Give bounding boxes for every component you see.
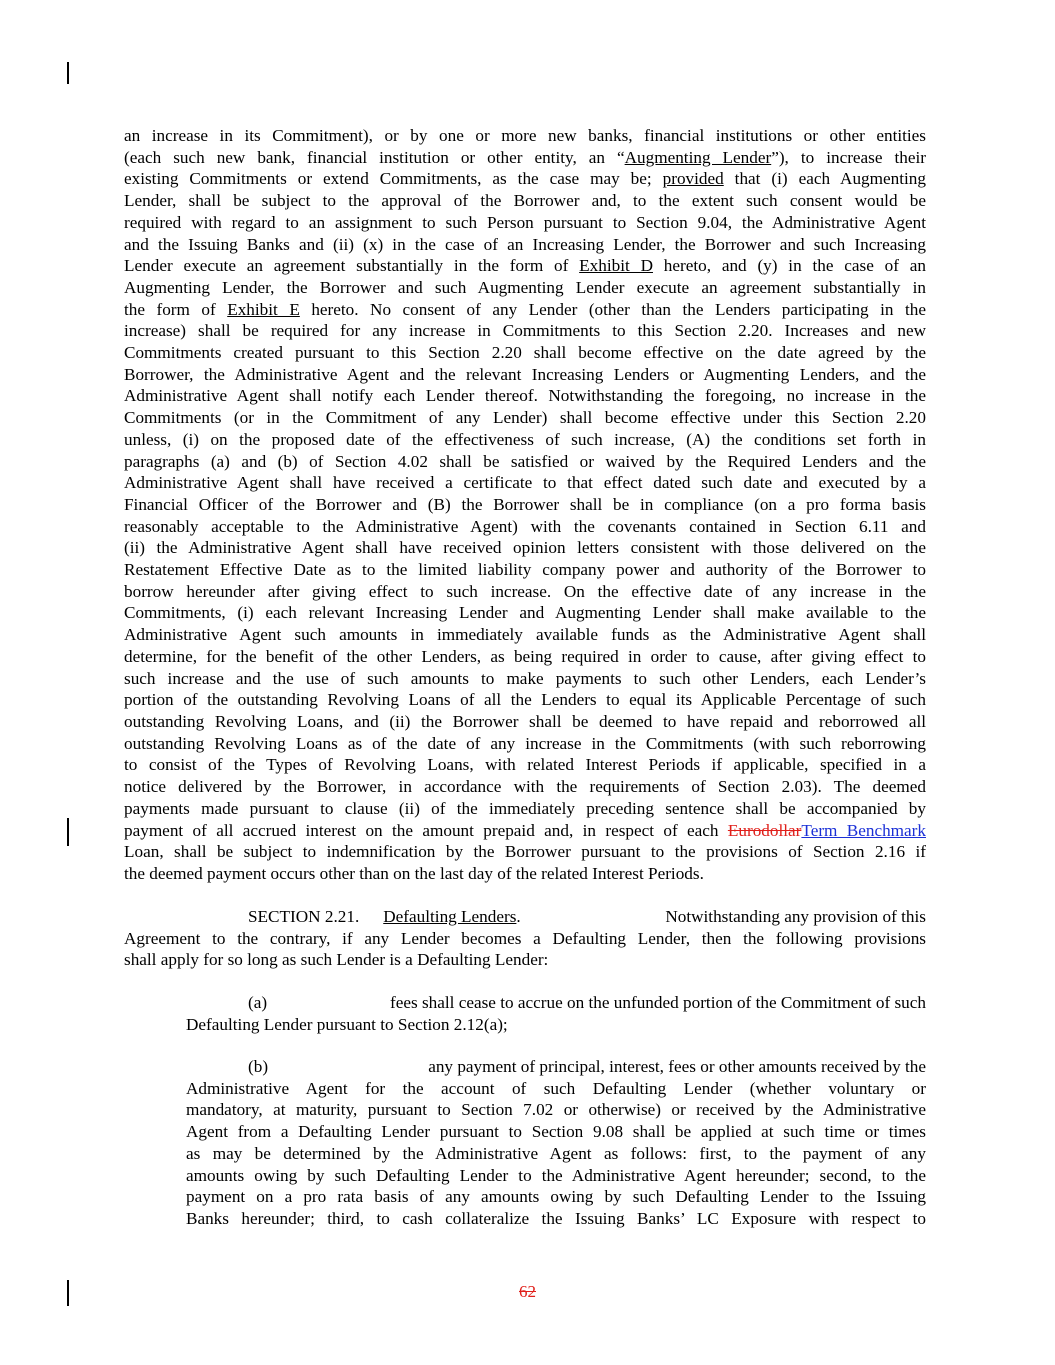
text-line: Lender execute an agreement substantially in the form of Exhibit D hereto, and (y) in the case of an — [124, 256, 926, 276]
text-line: Commitments (or in the Commitment of any Lender) shall become effective under this Section 2.20 — [124, 408, 926, 428]
text-line: increase) shall be required for any increase in Commitments to this Section 2.20. Increases and new — [124, 321, 926, 341]
text-line: Augmenting Lender, the Borrower and such Augmenting Lender execute an agreement substantially in — [124, 277, 926, 297]
inserted-text-term-benchmark: Term Benchmark — [801, 820, 926, 840]
text-line: payments made pursuant to clause (ii) of the immediately preceding sentence shall be accompanied by — [124, 798, 926, 818]
text-line: Financial Officer of the Borrower and (B) the Borrower shall be in compliance (on a pro forma basis — [124, 494, 926, 514]
page-number: 62 — [519, 1282, 536, 1301]
text-line: unless, (i) on the proposed date of the effectiveness of such increase, (A) the conditions set forth in — [124, 429, 926, 449]
change-bar-middle — [67, 818, 69, 846]
text-line: shall apply for so long as such Lender is a Defaulting Lender: — [124, 950, 549, 970]
text-line: Agent from a Defaulting Lender pursuant to Section 9.08 shall be applied at such time or times — [186, 1122, 926, 1142]
text-line: Administrative Agent shall have received a certificate to that effect dated such date and executed by a — [124, 473, 926, 493]
text-line: determine, for the benefit of the other Lenders, as being required in order to cause, after giving effect to — [124, 646, 926, 666]
text-line: an increase in its Commitment), or by one or more new banks, financial institutions or other entities — [124, 126, 926, 145]
text-line: the deemed payment occurs other than on the last day of the related Interest Periods. — [124, 863, 704, 883]
text-line: Administrative Agent shall notify each Lender thereof. Notwithstanding the foregoing, no increase in the — [124, 386, 926, 406]
exhibit-d-reference: Exhibit D — [579, 256, 653, 276]
text-line: outstanding Revolving Loans as of the date of any increase in the Commitments (with such reborrowing — [124, 733, 926, 753]
text-line: outstanding Revolving Loans, and (ii) the Borrower shall be deemed to have repaid and reborrowed all — [124, 711, 926, 731]
text-line: payment on a pro rata basis of any amounts owing by such Defaulting Lender to the Issuing — [186, 1187, 926, 1207]
text-line: (a) fees shall cease to accrue on the unfunded portion of the Commitment of such — [248, 993, 926, 1012]
text-line: to consist of the Types of Revolving Loans, with related Interest Periods if applicable, specified in a — [124, 755, 926, 775]
text-line: borrow hereunder after giving effect to such increase. On the effective date of any increase in the — [124, 581, 926, 601]
text-line: (b) any payment of principal, interest, fees or other amounts received by the — [248, 1057, 926, 1076]
clause-label-b: (b) — [248, 1057, 269, 1076]
text-line: Restatement Effective Date as to the limited liability company power and authority of the Borrower to — [124, 560, 926, 580]
clause-a — [186, 992, 926, 1035]
change-bar-top — [67, 62, 69, 84]
text-line: Administrative Agent for the account of such Defaulting Lender (whether voluntary or — [186, 1078, 926, 1098]
section-number: SECTION 2.21. — [248, 907, 360, 926]
text-line: and the Issuing Banks and (ii) (x) in the case of an Increasing Lender, the Borrower and such Increasing — [124, 234, 926, 254]
text-line: required with regard to an assignment to such Person pursuant to Section 9.04, the Administrative Agent — [124, 212, 926, 232]
text-line: mandatory, at maturity, pursuant to Section 7.02 or otherwise) or received by the Administrative — [186, 1100, 926, 1120]
text-line: notice delivered by the Borrower, in accordance with the requirements of Section 2.03). The deemed — [124, 777, 926, 797]
defined-term-augmenting-lender: Augmenting Lender — [624, 147, 772, 167]
text-line: the form of Exhibit E hereto. No consent of any Lender (other than the Lenders participating in the — [124, 299, 927, 319]
text-line: paragraphs (a) and (b) of Section 4.02 shall be satisfied or waived by the Required Lenders and the — [124, 451, 926, 471]
paragraph-commitment-increase — [124, 125, 926, 885]
text-line: Commitments, (i) each relevant Increasing Lender and Augmenting Lender shall make available to the — [124, 603, 926, 623]
text-line: (each such new bank, financial institution or other entity, an “Augmenting Lender”), to increase their — [124, 147, 926, 167]
text-line: Lender, shall be subject to the approval of the Borrower and, to the extent such consent would be — [124, 191, 926, 211]
section-heading: Defaulting Lenders — [383, 907, 517, 926]
text-line: Commitments created pursuant to this Section 2.20 shall become effective on the date agreed by the — [124, 343, 926, 363]
clause-b — [186, 1056, 926, 1230]
text-line: Borrower, the Administrative Agent and the relevant Increasing Lenders or Augmenting Lenders, and the — [124, 364, 926, 384]
text-line: Agreement to the contrary, if any Lender becomes a Defaulting Lender, then the following provisions — [124, 928, 926, 948]
text-line: reasonably acceptable to the Administrative Agent) with the covenants contained in Section 6.11 and — [124, 516, 926, 536]
text-line: Banks hereunder; third, to cash collateralize the Issuing Banks’ LC Exposure with respect to — [186, 1208, 926, 1228]
text-line: Defaulting Lender pursuant to Section 2.12(a); — [186, 1014, 508, 1034]
text-line: as may be determined by the Administrative Agent as follows: first, to the payment of any — [186, 1143, 926, 1163]
section-heading-line: SECTION 2.21. Defaulting Lenders. Notwithstanding any provision of this — [248, 907, 926, 926]
clause-label-a: (a) — [248, 993, 268, 1012]
text-line: portion of the outstanding Revolving Loans of all the Lenders to equal its Applicable Percentage of such — [124, 690, 926, 710]
term-provided: provided — [662, 169, 724, 189]
text-line: payment of all accrued interest on the amount prepaid and, in respect of each EurodollarTerm Benchmark — [124, 820, 926, 840]
exhibit-e-reference: Exhibit E — [227, 299, 300, 319]
text-line: amounts owing by such Defaulting Lender to the Administrative Agent hereunder; second, to the — [186, 1165, 926, 1185]
text-line: Loan, shall be subject to indemnification by the Borrower pursuant to the provisions of Section 2.16 if — [124, 842, 926, 862]
deleted-text-eurodollar: Eurodollar — [727, 820, 802, 840]
text-line: such increase and the use of such amounts to make payments to such other Lenders, each Lender’s — [124, 668, 926, 688]
text-line: (ii) the Administrative Agent shall have received opinion letters consistent with those delivered on the — [124, 538, 926, 558]
section-2-21-paragraph — [124, 906, 926, 971]
text-line: Administrative Agent such amounts in immediately available funds as the Administrative Agent shall — [124, 625, 926, 645]
section-heading-rest: Notwithstanding any provision of this — [665, 907, 926, 926]
text-line: existing Commitments or extend Commitments, as the case may be; provided that (i) each Augmenting — [124, 169, 926, 189]
